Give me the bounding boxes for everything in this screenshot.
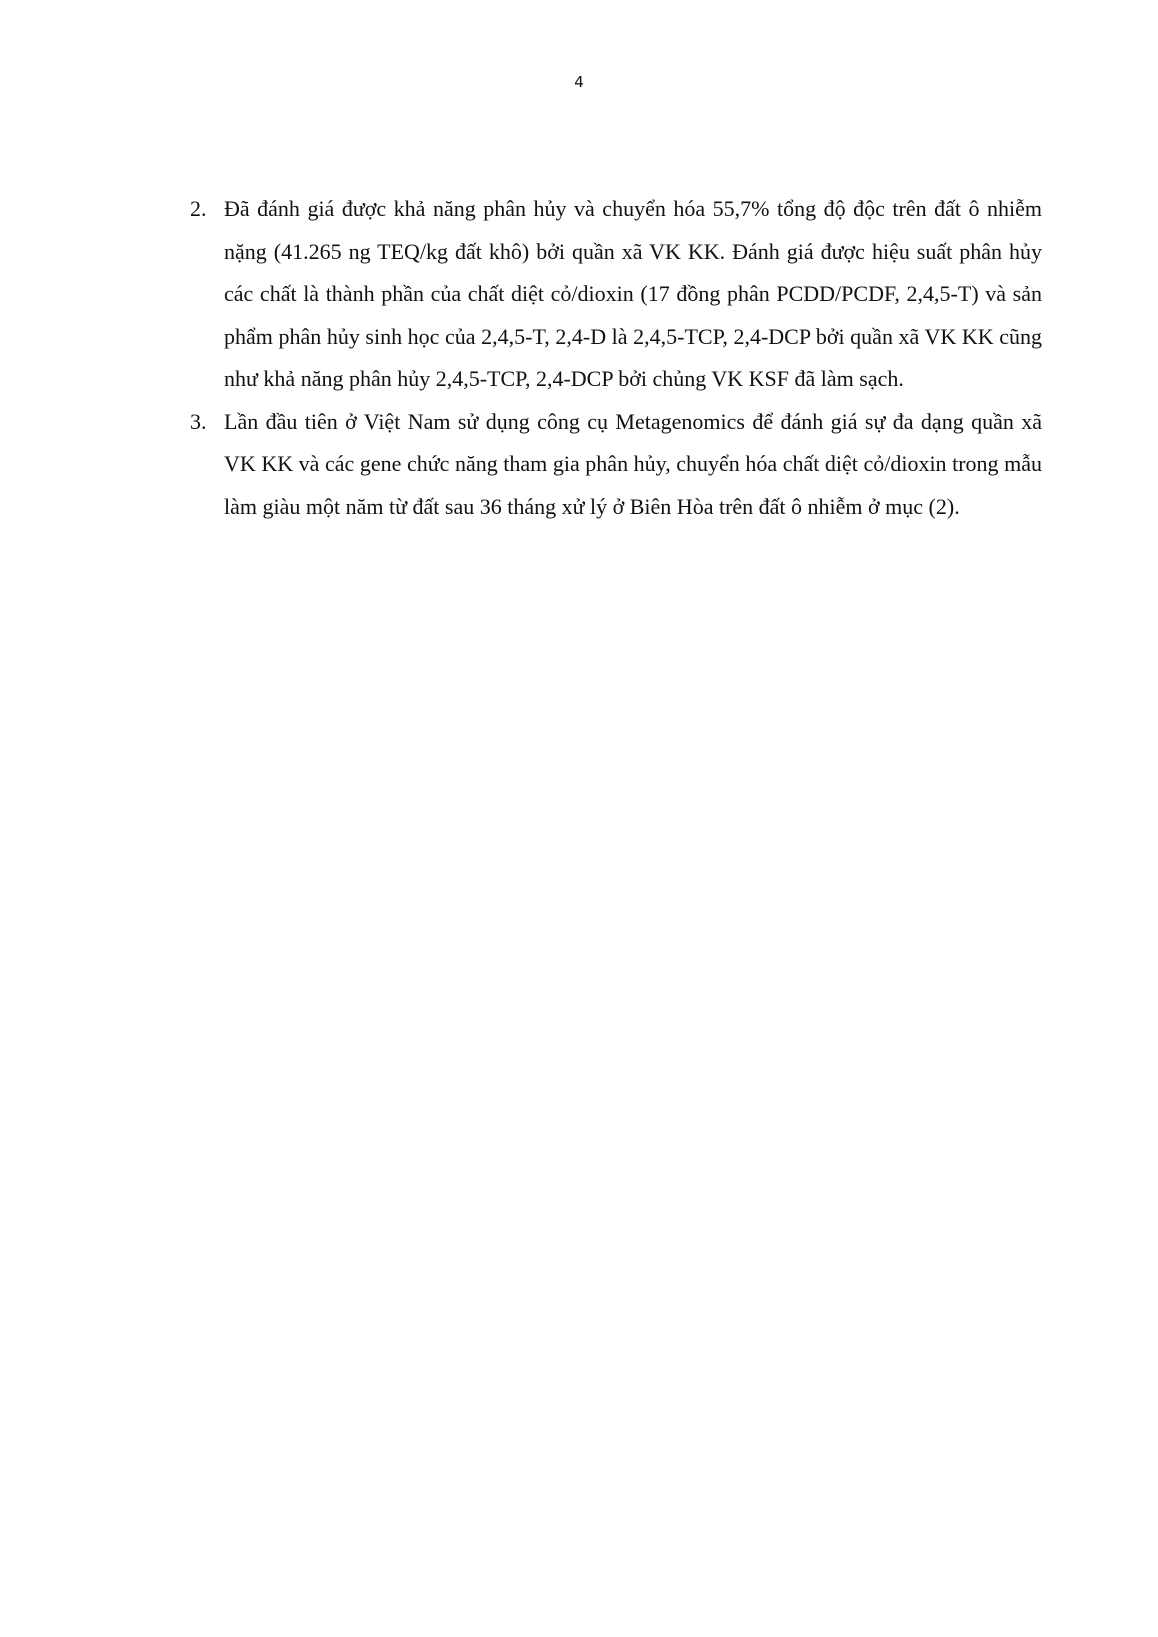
list-item-text: Đã đánh giá được khả năng phân hủy và chuyển hóa 55,7% tổng độ độc trên đất ô nhiễm nặng (41.265 ng TEQ/kg đất khô) bởi quần xã VK KK. Đánh giá được hiệu suất phân hủy các chất là thành phần của chất diệt cỏ/dioxin (17 đồng phân PCDD/PCDF, 2,4,5-T) và sản phẩm phân hủy sinh học của 2,4,5-T, 2,4-D là 2,4,5-TCP, 2,4-DCP bởi quần xã VK KK cũng như khả năng phân hủy 2,4,5-TCP, 2,4-DCP bởi chủng VK KSF đã làm sạch. [224, 196, 1042, 391]
page-number: 4 [574, 73, 584, 91]
list-item-number: 2. [190, 196, 207, 221]
list-item [190, 401, 1042, 529]
list-item-number: 3. [190, 408, 207, 434]
list-item [190, 188, 1042, 401]
list-item-text: Lần đầu tiên ở Việt Nam sử dụng công cụ Metagenomics để đánh giá sự đa dạng quần xã VK KK và các gene chức năng tham gia phân hủy, chuyển hóa chất diệt cỏ/dioxin trong mẫu làm giàu một năm từ đất sau 36 tháng xử lý ở Biên Hòa trên đất ô nhiễm ở mục (2). [224, 408, 1042, 519]
numbered-list [190, 188, 1042, 528]
